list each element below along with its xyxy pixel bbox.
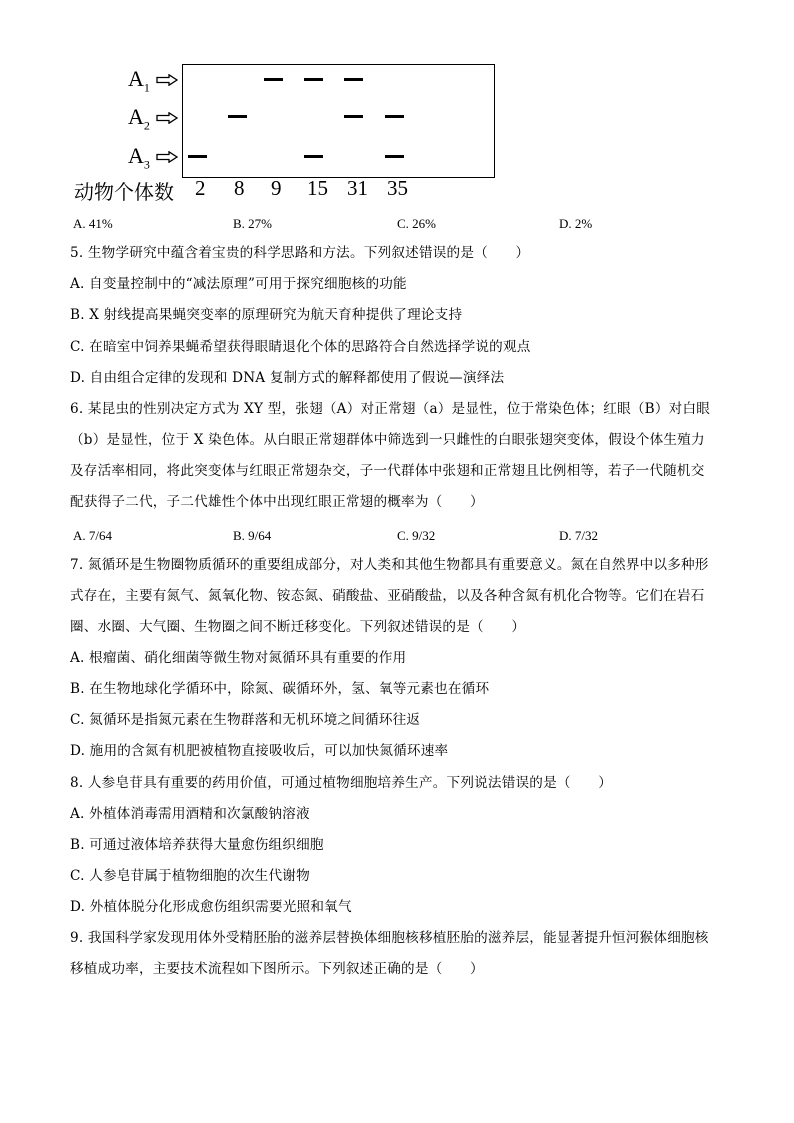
q5-stem: 5. 生物学研究中蕴含着宝贵的科学思路和方法。下列叙述错误的是（ ） (70, 245, 530, 261)
q4-option-c: C. 26% (397, 216, 436, 231)
arrow-right-icon (156, 151, 178, 163)
q5-option-a: A. 自变量控制中的“减法原理”可用于探究细胞核的功能 (70, 276, 407, 292)
q6-option-b: B. 9/64 (233, 528, 272, 543)
band-a3-35 (385, 155, 404, 158)
q7-stem-line: 7. 氮循环是生物圈物质循环的重要组成部分，对人类和其他生物都具有重要意义。氮在自然界中以多种形 (70, 557, 709, 573)
q7-option-d: D. 施用的含氮有机肥被植物直接吸收后，可以加快氮循环速率 (70, 743, 449, 759)
x-tick-label: 8 (234, 176, 245, 200)
q7-option-b: B. 在生物地球化学循环中，除氮、碳循环外，氢、氧等元素也在循环 (70, 681, 490, 697)
band-a1-15 (304, 78, 323, 81)
q6-stem-line: 配获得子二代，子二代雄性个体中出现红眼正常翅的概率为（ ） (70, 494, 484, 510)
band-a1-31 (344, 78, 363, 81)
row-label-a3: $A_3$ (128, 143, 150, 172)
band-a1-9 (264, 78, 283, 81)
q4-option-b: B. 27% (233, 216, 272, 231)
q4-option-a: A. 41% (73, 216, 113, 231)
row-label-a1: $A_1$ (128, 66, 150, 95)
q6-option-c: C. 9/32 (397, 528, 436, 543)
q5-option-b: B. X 射线提高果蝇突变率的原理研究为航天育种提供了理论支持 (70, 307, 463, 323)
q5-option-d: D. 自由组合定律的发现和 DNA 复制方式的解释都使用了假说—演绎法 (70, 370, 505, 386)
band-a2-8 (228, 115, 247, 118)
x-tick-label: 2 (195, 176, 206, 200)
band-figure (74, 62, 434, 207)
q7-option-a: A. 根瘤菌、硝化细菌等微生物对氮循环具有重要的作用 (70, 650, 407, 666)
arrow-right-icon (156, 74, 178, 86)
q9-stem-line: 9. 我国科学家发现用体外受精胚胎的滋养层替换体细胞核移植胚胎的滋养层，能显著提升恒河猴体细胞核 (70, 930, 709, 946)
q6-option-d: D. 7/32 (559, 528, 598, 543)
q7-stem-line: 圈、水圈、大气圈、生物圈之间不断迁移变化。下列叙述错误的是（ ） (70, 619, 526, 635)
q6-stem-line: 及存活率相同，将此突变体与红眼正常翅杂交，子一代群体中张翅和正常翅且比例相等，若子一代随机交 (70, 463, 705, 479)
q8-stem: 8. 人参皂苷具有重要的药用价值，可通过植物细胞培养生产。下列说法错误的是（ ） (70, 775, 613, 791)
q7-option-c: C. 氮循环是指氮元素在生物群落和无机环境之间循环往返 (70, 712, 421, 728)
q8-option-b: B. 可通过液体培养获得大量愈伤组织细胞 (70, 837, 324, 853)
x-tick-label: 35 (387, 176, 408, 200)
q9-stem-line: 移植成功率，主要技术流程如下图所示。下列叙述正确的是（ ） (70, 961, 484, 977)
x-tick-label: 31 (347, 176, 368, 200)
band-a2-31 (344, 115, 363, 118)
q4-options (73, 216, 713, 232)
q8-option-c: C. 人参皂苷属于植物细胞的次生代谢物 (70, 868, 310, 884)
q6-stem-line: 6. 某昆虫的性别决定方式为 XY 型，张翅（A）对正常翅（a）是显性，位于常染色体；红眼（B）对白眼 (70, 401, 711, 417)
q4-option-d: D. 2% (559, 216, 593, 231)
x-tick-label: 9 (271, 176, 282, 200)
x-axis-title: 动物个体数 (74, 180, 174, 204)
arrow-right-icon (156, 112, 178, 124)
q6-option-a: A. 7/64 (73, 528, 112, 543)
x-tick-label: 15 (307, 176, 328, 200)
row-label-a2: $A_2$ (128, 104, 150, 133)
q5-option-c: C. 在暗室中饲养果蝇希望获得眼睛退化个体的思路符合自然选择学说的观点 (70, 339, 531, 355)
q8-option-d: D. 外植体脱分化形成愈伤组织需要光照和氧气 (70, 899, 352, 915)
band-frame (182, 64, 495, 178)
band-a2-35 (385, 115, 404, 118)
q6-stem-line: （b）是显性，位于 X 染色体。从白眼正常翅群体中筛选到一只雌性的白眼张翅突变体，假设个体生殖力 (70, 432, 705, 448)
q6-options (73, 528, 713, 544)
band-a3-15 (304, 155, 323, 158)
band-a3-2 (188, 155, 207, 158)
q7-stem-line: 式存在，主要有氮气、氮氧化物、铵态氮、硝酸盐、亚硝酸盐，以及各种含氮有机化合物等。它们在岩石 (70, 588, 705, 604)
q8-option-a: A. 外植体消毒需用酒精和次氯酸钠溶液 (70, 806, 310, 822)
